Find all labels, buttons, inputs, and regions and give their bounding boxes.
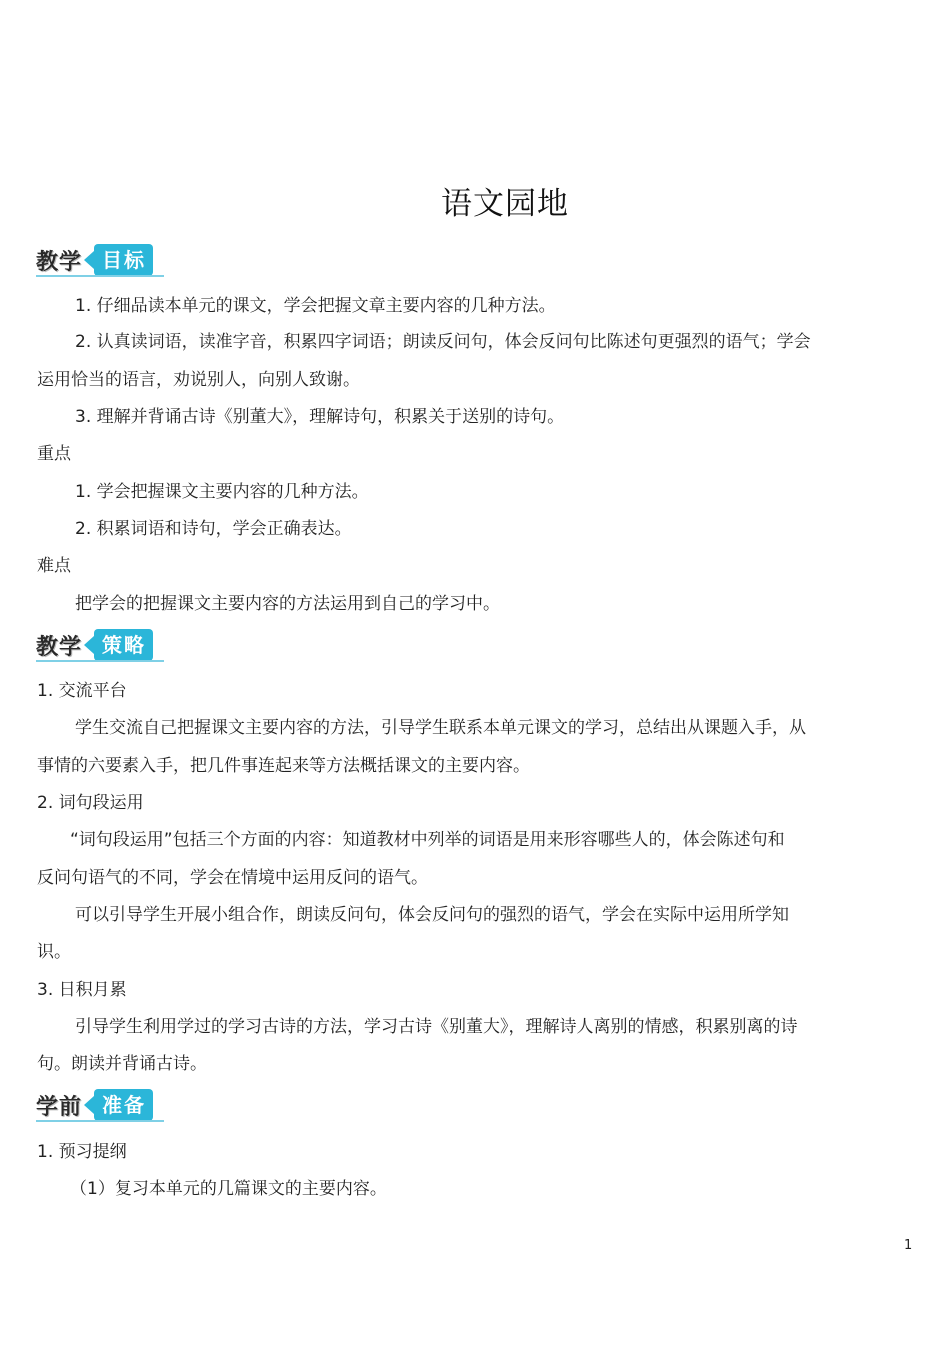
- text-line: （1）复习本单元的几篇课文的主要内容。: [70, 1179, 387, 1199]
- text-line: 把学会的把握课文主要内容的方法运用到自己的学习中。: [75, 594, 500, 614]
- text-line: 句。朗读并背诵古诗。: [37, 1054, 207, 1074]
- banner-tag: 准备: [94, 1089, 153, 1121]
- banner-tag: 目标: [94, 244, 153, 276]
- section-banner-goals: [36, 242, 153, 278]
- page-number: 1: [904, 1238, 913, 1253]
- subheading: 重点: [37, 444, 71, 464]
- text-line: 反问句语气的不同，学会在情境中运用反问的语气。: [37, 868, 428, 888]
- text-line: 运用恰当的语言，劝说别人，向别人致谢。: [37, 370, 360, 390]
- text-line: 事情的六要素入手，把几件事连起来等方法概括课文的主要内容。: [37, 756, 530, 776]
- subheading: 难点: [37, 556, 71, 576]
- subheading: 1. 预习提纲: [37, 1142, 127, 1162]
- page-title: 语文园地: [441, 186, 569, 222]
- banner-lead: 学前: [36, 1094, 83, 1120]
- section-banner-prep: [36, 1087, 153, 1123]
- text-line: 1. 仔细品读本单元的课文，学会把握文章主要内容的几种方法。: [75, 296, 556, 316]
- text-line: 2. 积累词语和诗句，学会正确表达。: [75, 519, 352, 539]
- subheading: 1. 交流平台: [37, 681, 127, 701]
- text-line: 识。: [37, 942, 71, 962]
- banner-lead: 教学: [36, 249, 83, 275]
- text-line: 学生交流自己把握课文主要内容的方法，引导学生联系本单元课文的学习，总结出从课题入手，从: [75, 718, 806, 738]
- text-line: “词句段运用”包括三个方面的内容：知道教材中列举的词语是用来形容哪些人的，体会陈述句和: [70, 830, 785, 850]
- text-line: 引导学生利用学过的学习古诗的方法，学习古诗《别董大》，理解诗人离别的情感，积累别离的诗: [75, 1017, 798, 1037]
- text-line: 2. 认真读词语，读准字音，积累四字词语；朗读反问句，体会反问句比陈述句更强烈的语气；学会: [75, 332, 811, 352]
- text-line: 可以引导学生开展小组合作，朗读反问句，体会反问句的强烈的语气，学会在实际中运用所学知: [75, 905, 789, 925]
- banner-lead: 教学: [36, 634, 83, 660]
- subheading: 2. 词句段运用: [37, 793, 144, 813]
- text-line: 1. 学会把握课文主要内容的几种方法。: [75, 482, 369, 502]
- text-line: 3. 理解并背诵古诗《别董大》，理解诗句，积累关于送别的诗句。: [75, 407, 565, 427]
- banner-tag: 策略: [94, 629, 153, 661]
- section-banner-strategy: [36, 627, 153, 663]
- subheading: 3. 日积月累: [37, 980, 127, 1000]
